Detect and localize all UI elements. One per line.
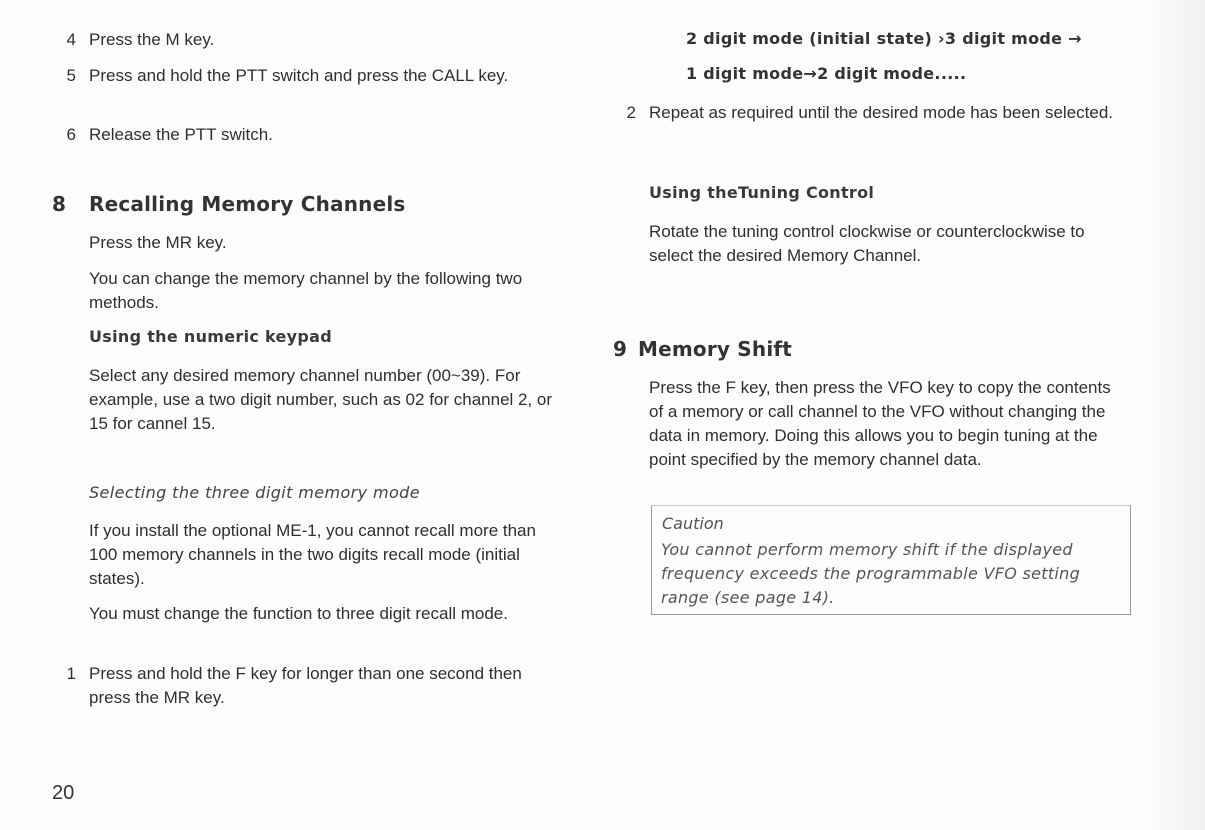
- mode-sequence-line: 2 digit mode (initial state) ›3 digit mode →: [686, 29, 1082, 48]
- step-number: 4: [66, 30, 76, 49]
- paragraph: Rotate the tuning control clockwise or counterclockwise to select the desired Memory Channel.: [649, 222, 1085, 265]
- section-title: Memory Shift: [638, 337, 793, 361]
- step-text: Press the M key.: [89, 30, 215, 49]
- step-number: 1: [66, 664, 76, 683]
- paragraph: Press the F key, then press the VFO key to copy the contents of a memory or call channel to the VFO without changing the data in memory. Doing this allows you to begin tuning at the point specified by the memory channel data.: [649, 378, 1111, 469]
- step-text: Press and hold the PTT switch and press the CALL key.: [89, 66, 509, 85]
- step-number: 6: [66, 125, 76, 144]
- section-number: 9: [613, 337, 628, 361]
- step-number: 2: [626, 103, 636, 122]
- step-number: 5: [66, 66, 76, 85]
- subheading: Using the numeric keypad: [89, 327, 333, 346]
- italic-subheading: Selecting the three digit memory mode: [89, 483, 420, 502]
- paragraph: If you install the optional ME-1, you cannot recall more than 100 memory channels in the two digits recall mode (initial states).: [89, 521, 536, 588]
- paragraph: You must change the function to three digit recall mode.: [89, 604, 508, 623]
- section-number: 8: [52, 192, 67, 216]
- paragraph: Press the MR key.: [89, 233, 227, 252]
- step-text: Repeat as required until the desired mode has been selected.: [649, 103, 1114, 122]
- page-number: 20: [52, 782, 75, 804]
- paragraph: You can change the memory channel by the following two methods.: [89, 269, 523, 312]
- caution-label: Caution: [662, 514, 724, 533]
- paragraph: Select any desired memory channel number (00~39). For example, use a two digit number, such as 02 for channel 2, or 15 for cannel 15.: [89, 366, 553, 433]
- caution-text: You cannot perform memory shift if the displayed frequency exceeds the programmable VFO setting range (see page 14).: [661, 540, 1081, 607]
- mode-sequence-line: 1 digit mode→2 digit mode.....: [686, 64, 967, 83]
- section-title: Recalling Memory Channels: [89, 192, 406, 216]
- step-text: Release the PTT switch.: [89, 125, 273, 144]
- subheading: Using theTuning Control: [649, 183, 875, 202]
- step-text: Press and hold the F key for longer than one second then press the MR key.: [89, 664, 522, 707]
